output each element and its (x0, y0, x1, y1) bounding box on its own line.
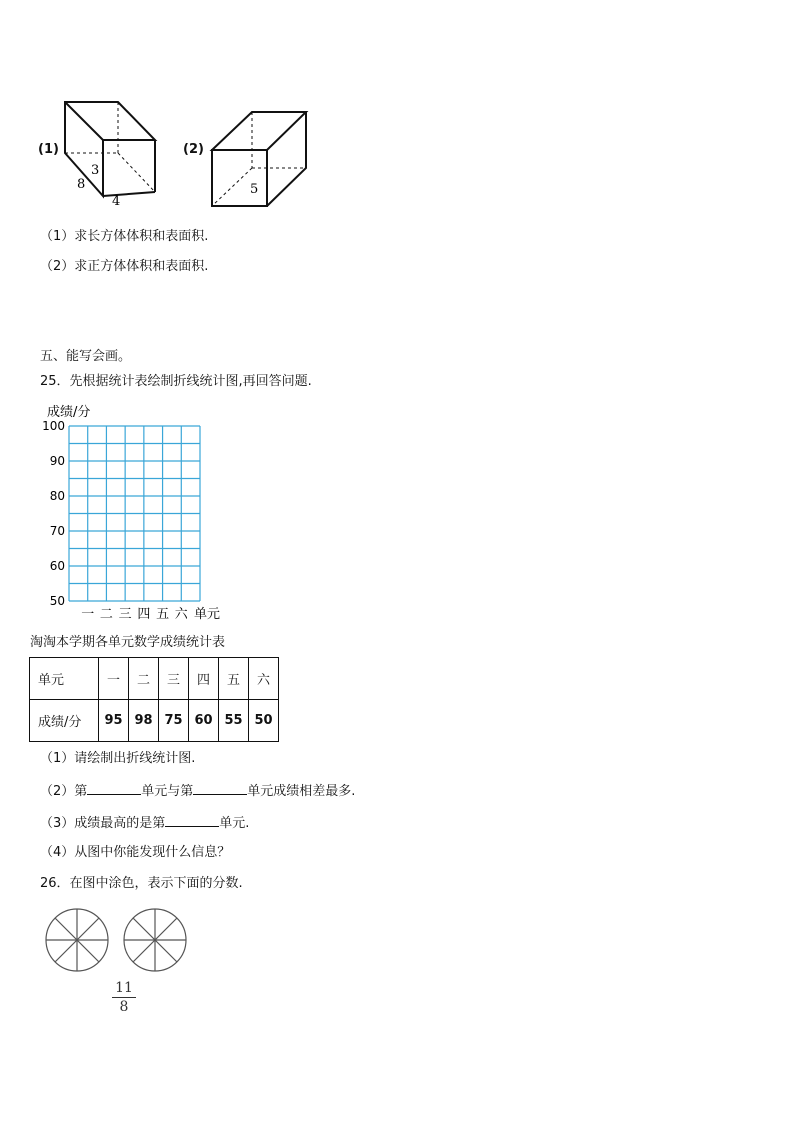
figure-1-label: (1) (38, 142, 59, 157)
line-chart-grid (20, 398, 240, 628)
answer-blank[interactable] (165, 814, 219, 827)
table-cell-score: 95 (99, 700, 129, 742)
table-cell-unit: 二 (129, 658, 159, 700)
x-tick-label: 二 (99, 607, 113, 622)
fraction-circles (42, 906, 202, 976)
circle-eighths[interactable] (124, 909, 186, 971)
cuboid-figure (55, 95, 165, 210)
cuboid-length-label: 4 (112, 194, 121, 209)
chart-x-axis-label: 单元 (194, 607, 221, 622)
y-tick-label: 90 (49, 454, 65, 468)
section-5-title: 五、能写会画。 (40, 349, 132, 364)
y-tick-label: 70 (49, 524, 65, 538)
table-cell-unit: 一 (99, 658, 129, 700)
fraction-bar (112, 997, 136, 998)
x-tick-label: 六 (174, 607, 188, 622)
y-tick-label: 50 (49, 594, 65, 608)
figure-2-label: (2) (183, 142, 204, 157)
fraction (112, 980, 136, 1015)
fraction-numerator: 11 (115, 980, 133, 996)
table-cell-score: 75 (159, 700, 189, 742)
q25-part4: （4）从图中你能发现什么信息？ (40, 845, 231, 860)
x-tick-label: 五 (156, 607, 170, 622)
fraction-denominator: 8 (119, 999, 129, 1015)
q24-part2: （2）求正方体体积和表面积. (40, 259, 209, 274)
cuboid-height-label: 3 (91, 163, 100, 178)
score-table (29, 657, 279, 742)
y-tick-label: 100 (42, 419, 65, 433)
table-title: 淘淘本学期各单元数学成绩统计表 (30, 635, 226, 650)
table-cell-unit: 五 (219, 658, 249, 700)
cuboid-depth-label: 8 (77, 177, 86, 192)
x-tick-label: 一 (81, 607, 95, 622)
table-head-unit: 单元 (30, 658, 99, 700)
q25-part2-text-a: （2）第 (40, 784, 88, 799)
table-row-units (30, 658, 279, 700)
table-cell-score: 98 (129, 700, 159, 742)
table-cell-unit: 六 (249, 658, 279, 700)
q26-title: 26．在图中涂色，表示下面的分数. (40, 876, 243, 891)
table-cell-score: 50 (249, 700, 279, 742)
table-head-score: 成绩/分 (30, 700, 99, 742)
q25-part3-text-a: （3）成绩最高的是第 (40, 816, 166, 831)
cube-figure (205, 105, 315, 215)
q25-part2 (40, 782, 355, 800)
cube-edge-label: 5 (250, 182, 259, 197)
chart-y-axis-label: 成绩/分 (47, 405, 91, 420)
table-row-scores (30, 700, 279, 742)
answer-blank[interactable] (87, 782, 141, 795)
circle-eighths[interactable] (46, 909, 108, 971)
q25-part2-text-b: 单元与第 (141, 784, 194, 799)
x-tick-label: 三 (118, 607, 132, 622)
table-cell-unit: 三 (159, 658, 189, 700)
y-tick-label: 60 (49, 559, 65, 573)
table-cell-score: 60 (189, 700, 219, 742)
q24-part1: （1）求长方体体积和表面积. (40, 229, 209, 244)
q25-part1: （1）请绘制出折线统计图. (40, 751, 196, 766)
x-tick-label: 四 (137, 607, 151, 622)
table-cell-unit: 四 (189, 658, 219, 700)
q25-part3 (40, 814, 249, 832)
y-tick-label: 80 (49, 489, 65, 503)
q25-part3-text-b: 单元. (219, 816, 250, 831)
answer-blank[interactable] (193, 782, 247, 795)
q25-title: 25．先根据统计表绘制折线统计图,再回答问题. (40, 374, 312, 389)
table-cell-score: 55 (219, 700, 249, 742)
q25-part2-text-c: 单元成绩相差最多. (247, 784, 356, 799)
